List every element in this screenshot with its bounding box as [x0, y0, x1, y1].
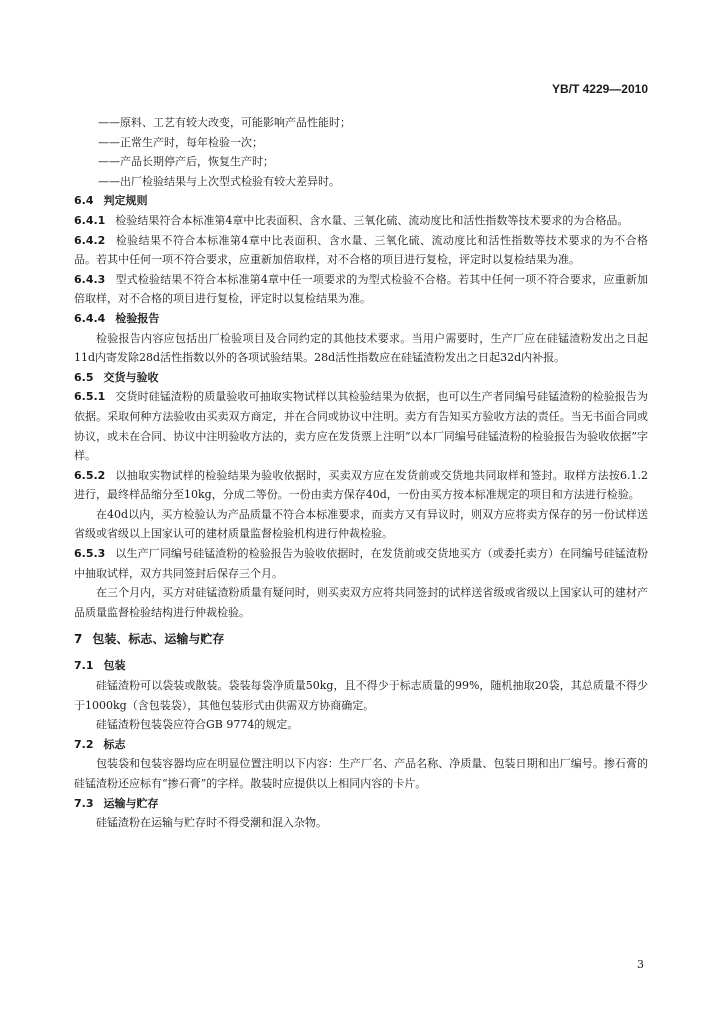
list-item: ——原料、工艺有较大改变，可能影响产品性能时； [98, 116, 351, 129]
clause-6-4-1: 6.4.1 检验结果符合本标准第4章中比表面积、含水量、三氧化硫、流动度比和活性指数等技术要求的为合格品。 [74, 213, 629, 227]
section-heading-6-5: 6.5 交货与验收 [74, 370, 159, 384]
clause-7-3-text: 硅锰渣粉在运输与贮存时不得受潮和混入杂物。 [96, 816, 327, 830]
section-heading-6-4: 6.4 判定规则 [74, 194, 148, 208]
clause-7-2-text: 包装袋和包装容器均应在明显位置注明以下内容：生产厂名、产品名称、净质量、包装日期和出厂编号。掺石膏的硅锰渣粉还应标有“掺石膏”的字样。散装时应提供以上相同内容的卡片。 [74, 757, 648, 790]
clause-7-1-text2: 硅锰渣粉包装袋应符合GB 9774的规定。 [96, 718, 299, 732]
standard-code: YB/T 4229—2010 [551, 82, 648, 96]
clause-6-5-3-text2: 在三个月内，买方对硅锰渣粉质量有疑问时，则买卖双方应将共同签封的试样送省级或省级以上国家认可的建材产品质量监督检验结构进行仲裁检验。 [74, 586, 648, 619]
page-body [74, 113, 648, 833]
clause-6-4-2: 6.4.2 检验结果不符合本标准第4章中比表面积、含水量、三氧化硫、流动度比和活性指数等技术要求的为不合格品。若其中任何一项不符合要求，应重新加倍取样，对不合格的项目进行复检，评定时以复检结果为准。 [74, 233, 648, 267]
clause-6-4-3: 6.4.3 型式检验结果不符合本标准第4章中任一项要求的为型式检验不合格。若其中任何一项不符合要求，应重新加倍取样，对不合格的项目进行复检，评定时以复检结果为准。 [74, 272, 648, 306]
section-heading-7-1: 7.1 包装 [74, 659, 126, 673]
list-item: ——产品长期停产后，恢复生产时； [98, 155, 274, 169]
section-heading-7-2: 7.2 标志 [74, 737, 126, 751]
clause-6-4-4-text: 检验报告内容应包括出厂检验项目及合同约定的其他技术要求。当用户需要时，生产厂应在硅锰渣粉发出之日起11d内寄发除28d活性指数以外的各项试验结果。28d活性指数应在硅锰渣粉发出之日起32d内补报。 [74, 331, 648, 365]
page-number: 3 [637, 958, 644, 971]
clause-6-5-2: 6.5.2 以抽取实物试样的检验结果为验收依据时，买卖双方应在发货前或交货地共同取样和签封。取样方法按6.1.2进行，最终样品缩分至10kg，分成二等份。一份由卖方保存40d，一份由买方按本标准规定的项目和方法进行检验。 [74, 468, 648, 502]
clause-6-5-2-text2: 在40d以内，买方检验认为产品质量不符合本标准要求，而卖方又有异议时，则双方应将卖方保存的另一份试样送省级或省级以上国家认可的建材质量监督检验机构进行仲裁检验。 [74, 507, 648, 541]
clause-6-5-1: 6.5.1 交货时硅锰渣粉的质量验收可抽取实物试样以其检验结果为依据，也可以生产者同编号硅锰渣粉的检验报告为依据。采取何种方法验收由买卖双方商定，并在合同或协议中注明。卖方有告知买方验收方法的责任。当无书面合同或协议，或未在合同、协议中注明验收方法的，卖方应在发货票上注明“以本厂同编号硅锰渣粉的检验报告为验收依据”字样。 [74, 390, 648, 463]
chapter-heading-7: 7 包装、标志、运输与贮存 [74, 632, 225, 647]
list-item: ——出厂检验结果与上次型式检验有较大差异时。 [98, 174, 340, 188]
clause-6-5-3: 6.5.3 以生产厂同编号硅锰渣粉的检验报告为验收依据时，在发货前或交货地买方（或委托卖方）在同编号硅锰渣粉中抽取试样，双方共同签封后保存三个月。 [74, 547, 648, 580]
list-item: ——正常生产时，每年检验一次； [98, 135, 263, 149]
section-heading-6-4-4: 6.4.4 检验报告 [74, 311, 160, 325]
clause-7-1-text: 硅锰渣粉可以袋装或散装。袋装每袋净质量50kg，且不得少于标志质量的99%，随机抽取20袋，其总质量不得少于1000kg（含包装袋），其他包装形式由供需双方协商确定。 [74, 679, 648, 712]
section-heading-7-3: 7.3 运输与贮存 [74, 796, 159, 810]
